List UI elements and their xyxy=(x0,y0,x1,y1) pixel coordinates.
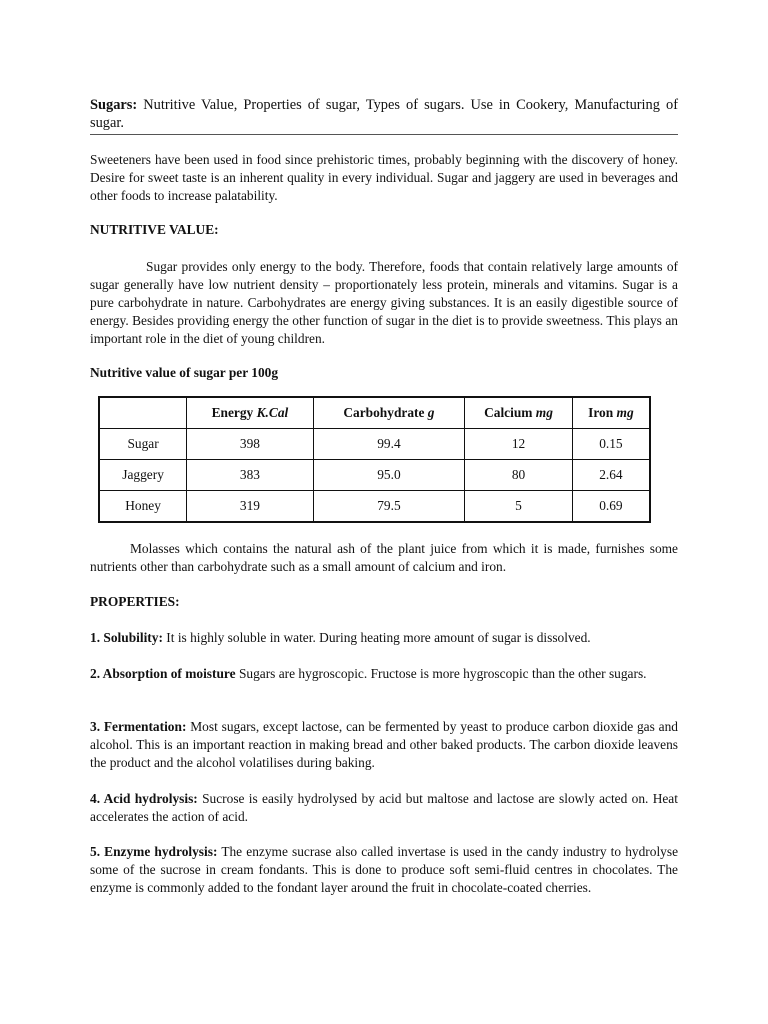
nutritive-value-text: Sugar provides only energy to the body. Therefore, foods that contain relatively large amounts of sugar generally have low nutrient density – proportionately less protein, minerals and vitamins. Sugar is a pure carbohydrate in nature. Carbohydrates are energy giving substances. It is an easily digestible source of energy. Besides providing energy the other function of sugar in the diet is to provide sweetness. This plays an important role in the diet of young children. xyxy=(90,259,678,346)
table-header-carbohydrate: Carbohydrate g xyxy=(313,397,465,429)
properties-heading: PROPERTIES: xyxy=(90,594,180,609)
nutritive-value-heading: NUTRITIVE VALUE: xyxy=(90,222,219,237)
property-item-enzyme-hydrolysis xyxy=(90,843,678,897)
property-text: The enzyme sucrase also called invertase is used in the candy industry to hydrolyse some of the sucrose in cream fondants. This is done to produce soft semi-fluid centres in chocolates. The enzyme is commonly added to the fondant layer around the fruit in chocolate-coated cherries. xyxy=(90,844,679,895)
table-cell: 319 xyxy=(187,491,313,523)
table-cell: 79.5 xyxy=(313,491,465,523)
property-item-acid-hydrolysis xyxy=(90,790,678,826)
property-text: Sugars are hygroscopic. Fructose is more hygroscopic than the other sugars. xyxy=(238,666,647,681)
table-cell: 383 xyxy=(187,460,313,491)
table-cell: Honey xyxy=(99,491,187,523)
table-cell: 2.64 xyxy=(572,460,650,491)
title-label: Sugars: xyxy=(90,97,138,113)
table-cell: Sugar xyxy=(99,429,187,460)
table-cell: 0.15 xyxy=(572,429,650,460)
table-row xyxy=(99,491,650,523)
table-row xyxy=(99,429,650,460)
page-title xyxy=(90,96,678,132)
title-divider xyxy=(90,134,678,135)
property-item-fermentation xyxy=(90,718,678,772)
molasses-text: Molasses which contains the natural ash of the plant juice from which it is made, furnishes some nutrients other than carbohydrate such as a small amount of calcium and iron. xyxy=(90,541,678,574)
table-cell: 12 xyxy=(465,429,573,460)
nutritive-value-paragraph xyxy=(90,258,678,348)
table-header-calcium: Calcium mg xyxy=(465,397,573,429)
table-row xyxy=(99,460,650,491)
table-cell: 5 xyxy=(465,491,573,523)
property-item-solubility xyxy=(90,629,678,647)
property-label: 2. Absorption of moisture xyxy=(90,666,236,681)
table-cell: Jaggery xyxy=(99,460,187,491)
property-text: Sucrose is easily hydrolysed by acid but maltose and lactose are slowly acted on. Heat accelerates the action of acid. xyxy=(90,791,678,824)
molasses-paragraph xyxy=(90,540,678,576)
property-label: 3. Fermentation: xyxy=(90,719,187,734)
table-cell: 0.69 xyxy=(572,491,650,523)
table-cell: 99.4 xyxy=(313,429,465,460)
title-text: Nutritive Value, Properties of sugar, Types of sugars. Use in Cookery, Manufacturing of sugar. xyxy=(90,97,678,131)
property-label: 1. Solubility: xyxy=(90,630,163,645)
table-cell: 80 xyxy=(465,460,573,491)
property-label: 5. Enzyme hydrolysis: xyxy=(90,844,218,859)
table-caption: Nutritive value of sugar per 100g xyxy=(90,365,279,380)
table-cell: 398 xyxy=(187,429,313,460)
table-header-blank xyxy=(99,397,187,429)
table-header-row xyxy=(99,397,650,429)
table-header-energy: Energy K.Cal xyxy=(187,397,313,429)
property-label: 4. Acid hydrolysis: xyxy=(90,791,198,806)
table-cell: 95.0 xyxy=(313,460,465,491)
table-header-iron: Iron mg xyxy=(572,397,650,429)
property-text: Most sugars, except lactose, can be fermented by yeast to produce carbon dioxide gas and alcohol. This is an important reaction in making bread and other baked products. The carbon dioxide leavens the product and the alcohol volatilises during baking. xyxy=(90,719,678,770)
property-text: It is highly soluble in water. During heating more amount of sugar is dissolved. xyxy=(166,630,591,645)
property-item-absorption xyxy=(90,665,678,683)
intro-paragraph: Sweeteners have been used in food since prehistoric times, probably beginning with the discovery of honey. Desire for sweet taste is an inherent quality in every individual. Sugar and jaggery are used in beverages and other foods to increase palatability. xyxy=(90,152,678,203)
nutrition-table xyxy=(98,396,651,523)
